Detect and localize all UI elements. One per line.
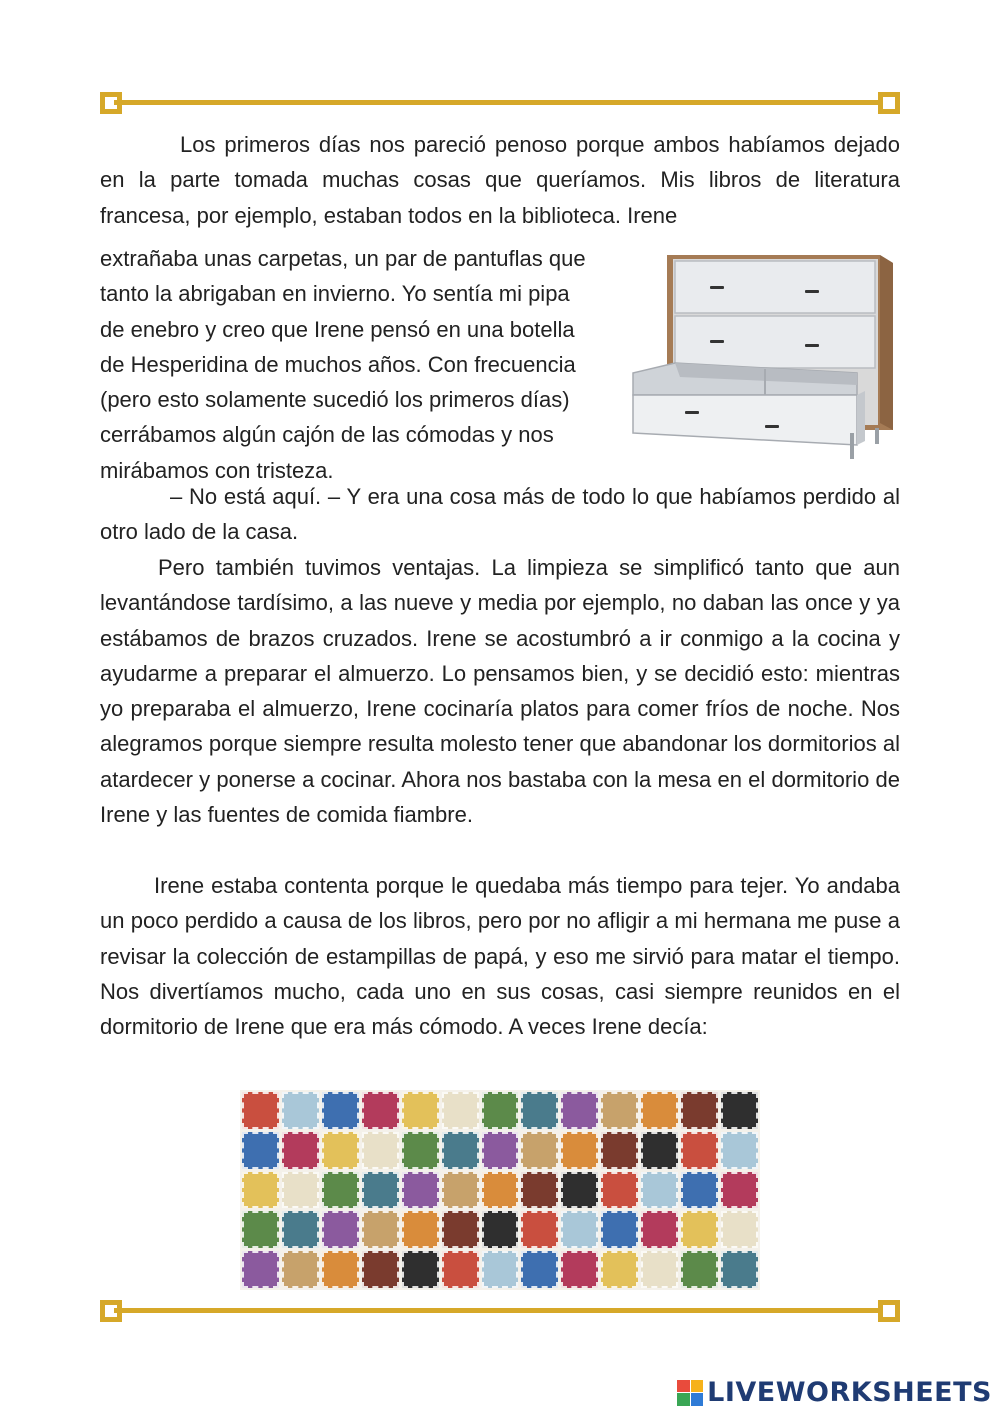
stamp-tile <box>282 1251 319 1288</box>
stamp-tile <box>282 1172 319 1209</box>
stamp-tile <box>561 1092 598 1129</box>
stamp-tile <box>242 1092 279 1129</box>
stamp-tile <box>442 1172 479 1209</box>
liveworksheets-brand <box>677 1377 992 1408</box>
stamp-tile <box>721 1251 758 1288</box>
stamp-tile <box>681 1251 718 1288</box>
stamp-tile <box>362 1251 399 1288</box>
wrap-line-2: tanto la abrigaban en invierno. Yo sentía mi pipa <box>100 281 570 307</box>
stamp-tile <box>322 1251 359 1288</box>
stamp-tile <box>322 1132 359 1169</box>
stamp-tile <box>681 1092 718 1129</box>
stamp-tile <box>601 1132 638 1169</box>
stamp-tile <box>282 1211 319 1248</box>
stamp-tile <box>242 1172 279 1209</box>
stamp-tile <box>521 1092 558 1129</box>
stamp-tile <box>442 1092 479 1129</box>
stamp-tile <box>442 1132 479 1169</box>
stamp-tile <box>362 1092 399 1129</box>
paragraph-3-text: Pero también tuvimos ventajas. La limpieza se simplificó tanto que aun levantándose tardísimo, a las nueve y media por ejemplo, no daban las once y ya estábamos de brazos cruzados. Irene se acostumbró a ir conmigo a la cocina y ayudarme a preparar el almuerzo. Lo pensamos bien, y se decidió esto: mientras yo preparaba el almuerzo, Irene cocinaría platos para comer fríos de noche. Nos alegramos porque siempre resulta molesto tener que abandonar los dormitorios al atardecer y ponerse a cocinar. Ahora nos bastaba con la mesa en el dormitorio de Irene y las fuentes de comida fiambre. <box>100 555 900 828</box>
stamp-tile <box>322 1172 359 1209</box>
paragraph-1-intro-text: Los primeros días nos pareció penoso porque ambos habíamos dejado en la parte tomada muchas cosas que queríamos. Mis libros de literatura francesa, por ejemplo, estaban todos en la biblioteca. Irene <box>100 132 900 228</box>
brand-name: LIVEWORKSHEETS <box>707 1377 992 1408</box>
stamp-tile <box>561 1132 598 1169</box>
stamp-tile <box>721 1172 758 1209</box>
stamp-tile <box>641 1092 678 1129</box>
stamp-tile <box>242 1251 279 1288</box>
stamp-tile <box>521 1251 558 1288</box>
rule-corner-right <box>878 92 900 114</box>
stamp-tile <box>521 1211 558 1248</box>
stamp-tile <box>362 1132 399 1169</box>
dresser-illustration <box>625 245 905 475</box>
stamp-tile <box>482 1132 519 1169</box>
stamp-tile <box>482 1172 519 1209</box>
stamp-tile <box>242 1132 279 1169</box>
stamp-tile <box>641 1251 678 1288</box>
stamp-tile <box>601 1172 638 1209</box>
stamp-tile <box>362 1172 399 1209</box>
wrap-line-3: de enebro y creo que Irene pensó en una botella <box>100 316 575 342</box>
stamp-tile <box>641 1172 678 1209</box>
paragraph-2 <box>100 479 900 550</box>
stamp-tile <box>442 1251 479 1288</box>
stamp-tile <box>402 1172 439 1209</box>
wrap-line-1: extrañaba unas carpetas, un par de pantuflas que <box>100 246 586 271</box>
stamp-tile <box>601 1211 638 1248</box>
stamp-tile <box>681 1211 718 1248</box>
bottom-decorative-rule <box>100 1300 900 1322</box>
paragraph-4 <box>100 868 900 1044</box>
rule-corner-right <box>878 1300 900 1322</box>
stamp-tile <box>721 1132 758 1169</box>
stamp-tile <box>721 1211 758 1248</box>
stamp-tile <box>402 1132 439 1169</box>
liveworksheets-logo-icon <box>677 1380 703 1406</box>
stamp-tile <box>282 1092 319 1129</box>
stamp-tile <box>561 1172 598 1209</box>
stamp-tile <box>641 1211 678 1248</box>
stamp-tile <box>601 1092 638 1129</box>
paragraph-4-text: Irene estaba contenta porque le quedaba más tiempo para tejer. Yo andaba un poco perdido a causa de los libros, pero por no afligir a mi hermana me puse a revisar la colección de estampillas de papá, y eso me sirvió para matar el tiempo. Nos divertíamos mucho, cada uno en sus cosas, casi siempre reunidos en el dormitorio de Irene que era más cómodo. A veces Irene decía: <box>100 873 900 1040</box>
stamp-tile <box>681 1172 718 1209</box>
stamp-tile <box>362 1211 399 1248</box>
wrap-line-5: (pero esto solamente sucedió los primeros días) <box>100 387 570 413</box>
stamp-tile <box>402 1092 439 1129</box>
stamp-tile <box>482 1092 519 1129</box>
stamp-tile <box>521 1132 558 1169</box>
top-decorative-rule <box>100 92 900 114</box>
stamp-tile <box>521 1172 558 1209</box>
stamp-tile <box>482 1251 519 1288</box>
paragraph-2-text: – No está aquí. – Y era una cosa más de todo lo que habíamos perdido al otro lado de la casa. <box>100 484 900 545</box>
stamp-tile <box>721 1092 758 1129</box>
stamp-tile <box>601 1251 638 1288</box>
rule-line <box>114 1308 886 1313</box>
stamp-tile <box>402 1251 439 1288</box>
stamp-tile <box>402 1211 439 1248</box>
paragraph-1-wrapped <box>100 241 640 488</box>
stamp-collage-image <box>240 1090 760 1290</box>
wrap-line-4: de Hesperidina de muchos años. Con frecuencia <box>100 351 576 377</box>
wrap-line-6: cerrábamos algún cajón de las cómodas y nos <box>100 422 554 448</box>
stamp-tile <box>641 1132 678 1169</box>
paragraph-3 <box>100 550 900 832</box>
rule-line <box>114 100 886 105</box>
stamp-tile <box>242 1211 279 1248</box>
stamp-tile <box>482 1211 519 1248</box>
stamp-tile <box>561 1211 598 1248</box>
stamp-tile <box>282 1132 319 1169</box>
stamp-tile <box>561 1251 598 1288</box>
paragraph-1-intro <box>100 127 900 233</box>
stamp-tile <box>681 1132 718 1169</box>
wrap-line-7: mirábamos con tristeza. <box>100 457 334 483</box>
stamp-tile <box>322 1211 359 1248</box>
stamp-tile <box>442 1211 479 1248</box>
stamp-tile <box>322 1092 359 1129</box>
